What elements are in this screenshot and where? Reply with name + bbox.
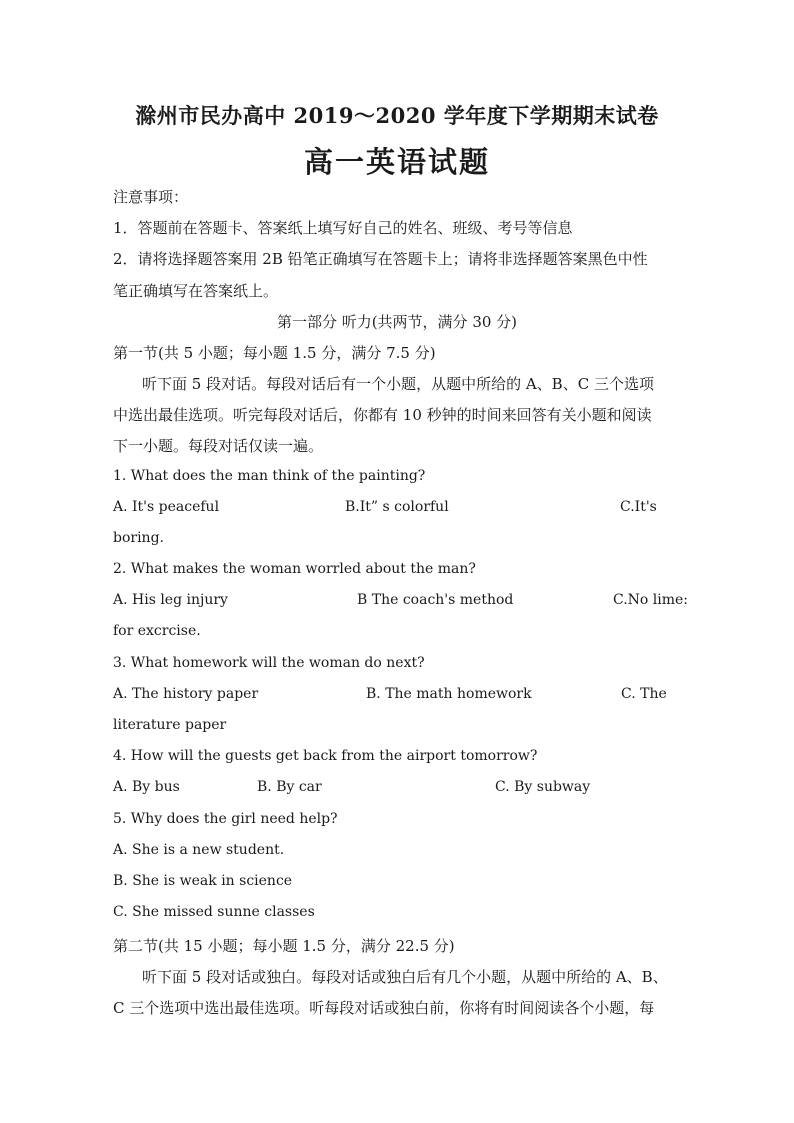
q1-option-b: B.It” s colorful (345, 499, 449, 515)
question-1: 1. What does the man think of the painting? (113, 468, 426, 484)
q1-option-c: C.It's (620, 499, 657, 515)
q5-option-b: B. She is weak in science (113, 873, 293, 889)
q2-option-c-wrap: for excrcise. (113, 623, 201, 639)
q3-option-b: B. The math homework (366, 686, 532, 702)
question-2: 2. What makes the woman worrled about the man? (113, 561, 476, 577)
notes-item-2-cont: 笔正确填写在答案纸上。 (113, 282, 279, 300)
question-5: 5. Why does the girl need help? (113, 811, 338, 827)
section1-instructions-end: 下一小题。每段对话仅读一遍。 (113, 437, 324, 455)
question-3: 3. What homework will the woman do next? (113, 655, 425, 671)
q5-option-a: A. She is a new student. (113, 842, 285, 858)
notes-heading: 注意事项： (113, 188, 189, 206)
section2-title: 第二节(共 15 小题；每小题 1.5 分，满分 22.5 分) (113, 937, 455, 955)
q4-option-c: C. By subway (495, 779, 591, 795)
q1-option-a: A. It's peaceful (113, 499, 220, 515)
section1-instructions: 听下面 5 段对话。每段对话后有一个小题，从题中所给的 A、B、C 三个选项 (142, 375, 654, 393)
q4-option-b: B. By car (257, 779, 322, 795)
notes-item-1: 1．答题前在答题卡、答案纸上填写好自己的姓名、班级、考号等信息 (113, 219, 573, 237)
q2-option-c: C.No lime: (613, 592, 689, 608)
q3-option-c: C. The (621, 686, 667, 702)
q1-option-c-wrap: boring. (113, 530, 164, 546)
q5-option-c: C. She missed sunne classes (113, 904, 315, 920)
q2-option-a: A. His leg injury (113, 592, 228, 608)
q3-option-a: A. The history paper (113, 686, 259, 702)
section1-instructions-cont: 中选出最佳选项。听完每段对话后，你都有 10 秒钟的时间来回答有关小题和阅读 (113, 406, 652, 424)
section1-title: 第一节(共 5 小题；每小题 1.5 分，满分 7.5 分) (113, 344, 436, 362)
notes-item-2: 2．请将选择题答案用 2B 铅笔正确填写在答题卡上；请将非选择题答案黑色中性 (113, 250, 648, 268)
q4-option-a: A. By bus (113, 779, 180, 795)
section2-instructions: 听下面 5 段对话或独白。每段对话或独白后有几个小题，从题中所给的 A、B、 (142, 968, 668, 986)
exam-title: 滁州市民办高中 2019～2020 学年度下学期期末试卷 (135, 103, 659, 128)
question-4: 4. How will the guests get back from the airport tomorrow? (113, 748, 538, 764)
exam-subtitle: 高一英语试题 (303, 145, 490, 179)
part1-title: 第一部分 听力(共两节，满分 30 分) (276, 313, 518, 331)
section2-instructions-cont: C 三个选项中选出最佳选项。听每段对话或独白前，你将有时间阅读各个小题，每 (113, 999, 655, 1017)
q3-option-c-wrap: literature paper (113, 717, 227, 733)
q2-option-b: B The coach's method (357, 592, 514, 608)
